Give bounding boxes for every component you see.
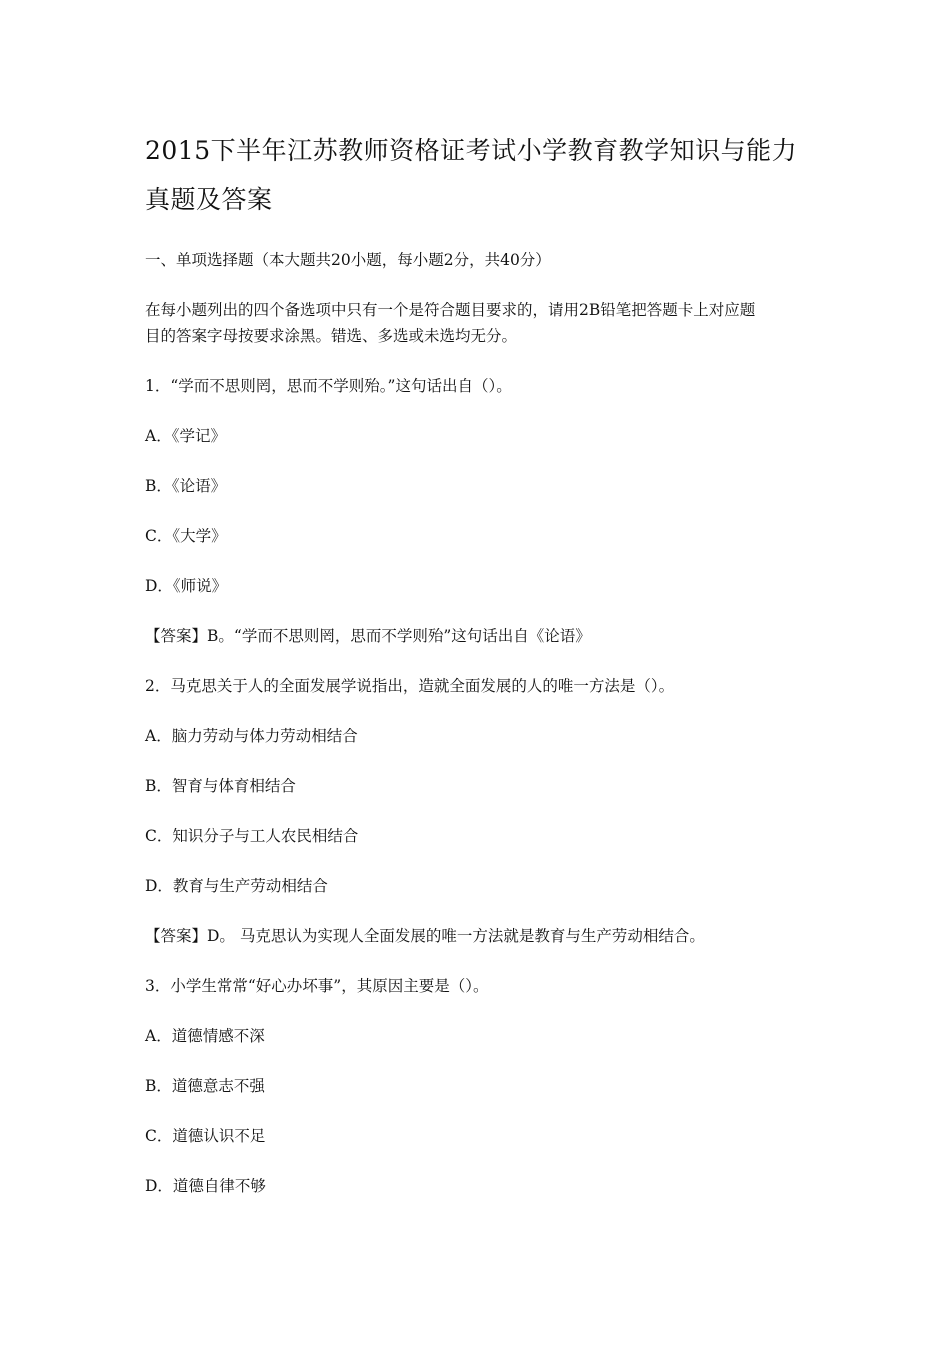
document-title-line-1: 2015下半年江苏教师资格证考试小学教育教学知识与能力	[145, 136, 798, 165]
question-2-option-a: A．脑力劳动与体力劳动相结合	[145, 727, 358, 745]
question-2-stem: 2．马克思关于人的全面发展学说指出，造就全面发展的人的唯一方法是（）。	[145, 677, 675, 695]
question-3-option-c: C．道德认识不足	[145, 1127, 266, 1145]
question-1-option-d: D．《师说》	[145, 577, 228, 595]
instructions-line-2: 目的答案字母按要求涂黑。错选、多选或未选均无分。	[145, 327, 518, 345]
question-2-answer: 【答案】D。 马克思认为实现人全面发展的唯一方法就是教育与生产劳动相结合。	[145, 927, 705, 945]
question-2-option-c: C．知识分子与工人农民相结合	[145, 827, 359, 845]
question-2-option-d: D．教育与生产劳动相结合	[145, 877, 328, 895]
question-1-option-c: C．《大学》	[145, 527, 227, 545]
question-1-option-a: A．《学记》	[145, 427, 226, 445]
instructions-line-1: 在每小题列出的四个备选项中只有一个是符合题目要求的，请用2B铅笔把答题卡上对应题	[145, 301, 756, 319]
question-1-stem: 1．“学而不思则罔，思而不学则殆。”这句话出自（）。	[145, 377, 512, 395]
question-3-option-b: B．道德意志不强	[145, 1077, 265, 1095]
question-2-option-b: B．智育与体育相结合	[145, 777, 296, 795]
question-1-option-b: B．《论语》	[145, 477, 227, 495]
section-heading: 一、单项选择题（本大题共20小题，每小题2分，共40分）	[145, 251, 551, 269]
question-3-option-a: A．道德情感不深	[145, 1027, 265, 1045]
question-3-option-d: D．道德自律不够	[145, 1177, 266, 1195]
document-title-line-2: 真题及答案	[145, 185, 273, 214]
question-1-answer: 【答案】B。“学而不思则罔，思而不学则殆”这句话出自《论语》	[145, 627, 591, 645]
question-3-stem: 3．小学生常常“好心办坏事”，其原因主要是（）。	[145, 977, 489, 995]
